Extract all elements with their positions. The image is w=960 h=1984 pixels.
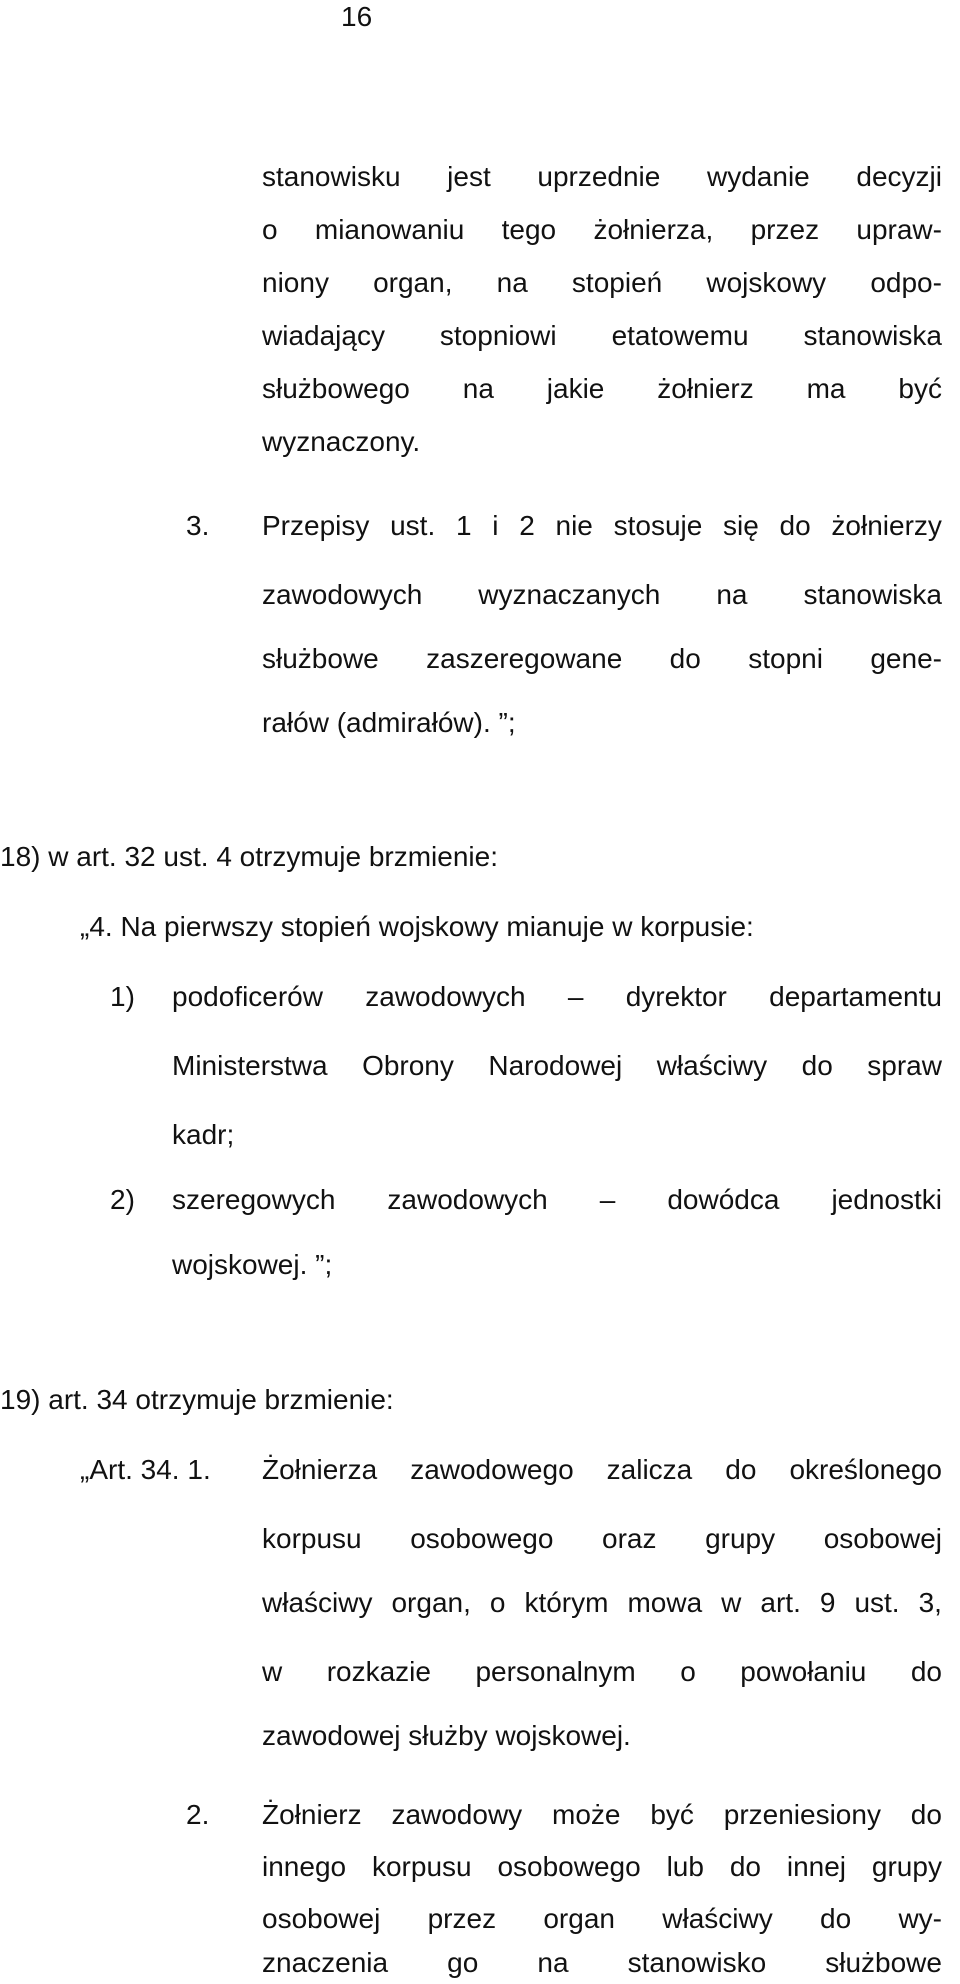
text-line: osobowej przez organ właściwy do wy-	[262, 1903, 942, 1934]
point-heading: 19) art. 34 otrzymuje brzmienie:	[0, 1384, 394, 1415]
item-number: 2.	[186, 1799, 210, 1830]
item-number: 1)	[110, 981, 135, 1012]
text-line: w rozkazie personalnym o powołaniu do	[262, 1656, 942, 1687]
text-line: właściwy organ, o którym mowa w art. 9 ust. 3,	[262, 1587, 942, 1618]
text-line: rałów (admirałów). ”;	[262, 707, 516, 738]
point-heading: 18) w art. 32 ust. 4 otrzymuje brzmienie:	[0, 841, 498, 872]
text-line: służbowego na jakie żołnierz ma być	[262, 373, 942, 404]
text-line: innego korpusu osobowego lub do innej grupy	[262, 1851, 942, 1882]
text-line: służbowe zaszeregowane do stopni gene-	[262, 643, 942, 674]
text-line: Przepisy ust. 1 i 2 nie stosuje się do żołnierzy	[262, 510, 942, 541]
item-number: 2)	[110, 1184, 135, 1215]
article-label: „Art. 34. 1.	[80, 1454, 211, 1485]
item-number: 3.	[186, 510, 210, 541]
text-line: Żołnierza zawodowego zalicza do określonego	[262, 1454, 942, 1485]
text-line: wojskowej. ”;	[172, 1249, 333, 1280]
text-line: korpusu osobowego oraz grupy osobowej	[262, 1523, 942, 1554]
text-line: podoficerów zawodowych – dyrektor departamentu	[172, 981, 942, 1012]
page-number: 16	[341, 1, 373, 32]
text-line: stanowisku jest uprzednie wydanie decyzji	[262, 161, 942, 192]
text-line: Żołnierz zawodowy może być przeniesiony do	[262, 1799, 942, 1830]
text-line: o mianowaniu tego żołnierza, przez upraw-	[262, 214, 942, 245]
text-line: wyznaczony.	[262, 426, 421, 457]
text-line: zawodowych wyznaczanych na stanowiska	[262, 579, 942, 610]
text-line: wiadający stopniowi etatowemu stanowiska	[262, 320, 942, 351]
quoted-intro: „4. Na pierwszy stopień wojskowy mianuje w korpusie:	[80, 911, 754, 942]
text-line: zawodowej służby wojskowej.	[262, 1720, 631, 1751]
text-line: Ministerstwa Obrony Narodowej właściwy do spraw	[172, 1050, 942, 1081]
text-line: niony organ, na stopień wojskowy odpo-	[262, 267, 942, 298]
text-line: szeregowych zawodowych – dowódca jednostki	[172, 1184, 942, 1215]
text-line: znaczenia go na stanowisko służbowe	[262, 1947, 942, 1978]
text-line: kadr;	[172, 1119, 235, 1150]
